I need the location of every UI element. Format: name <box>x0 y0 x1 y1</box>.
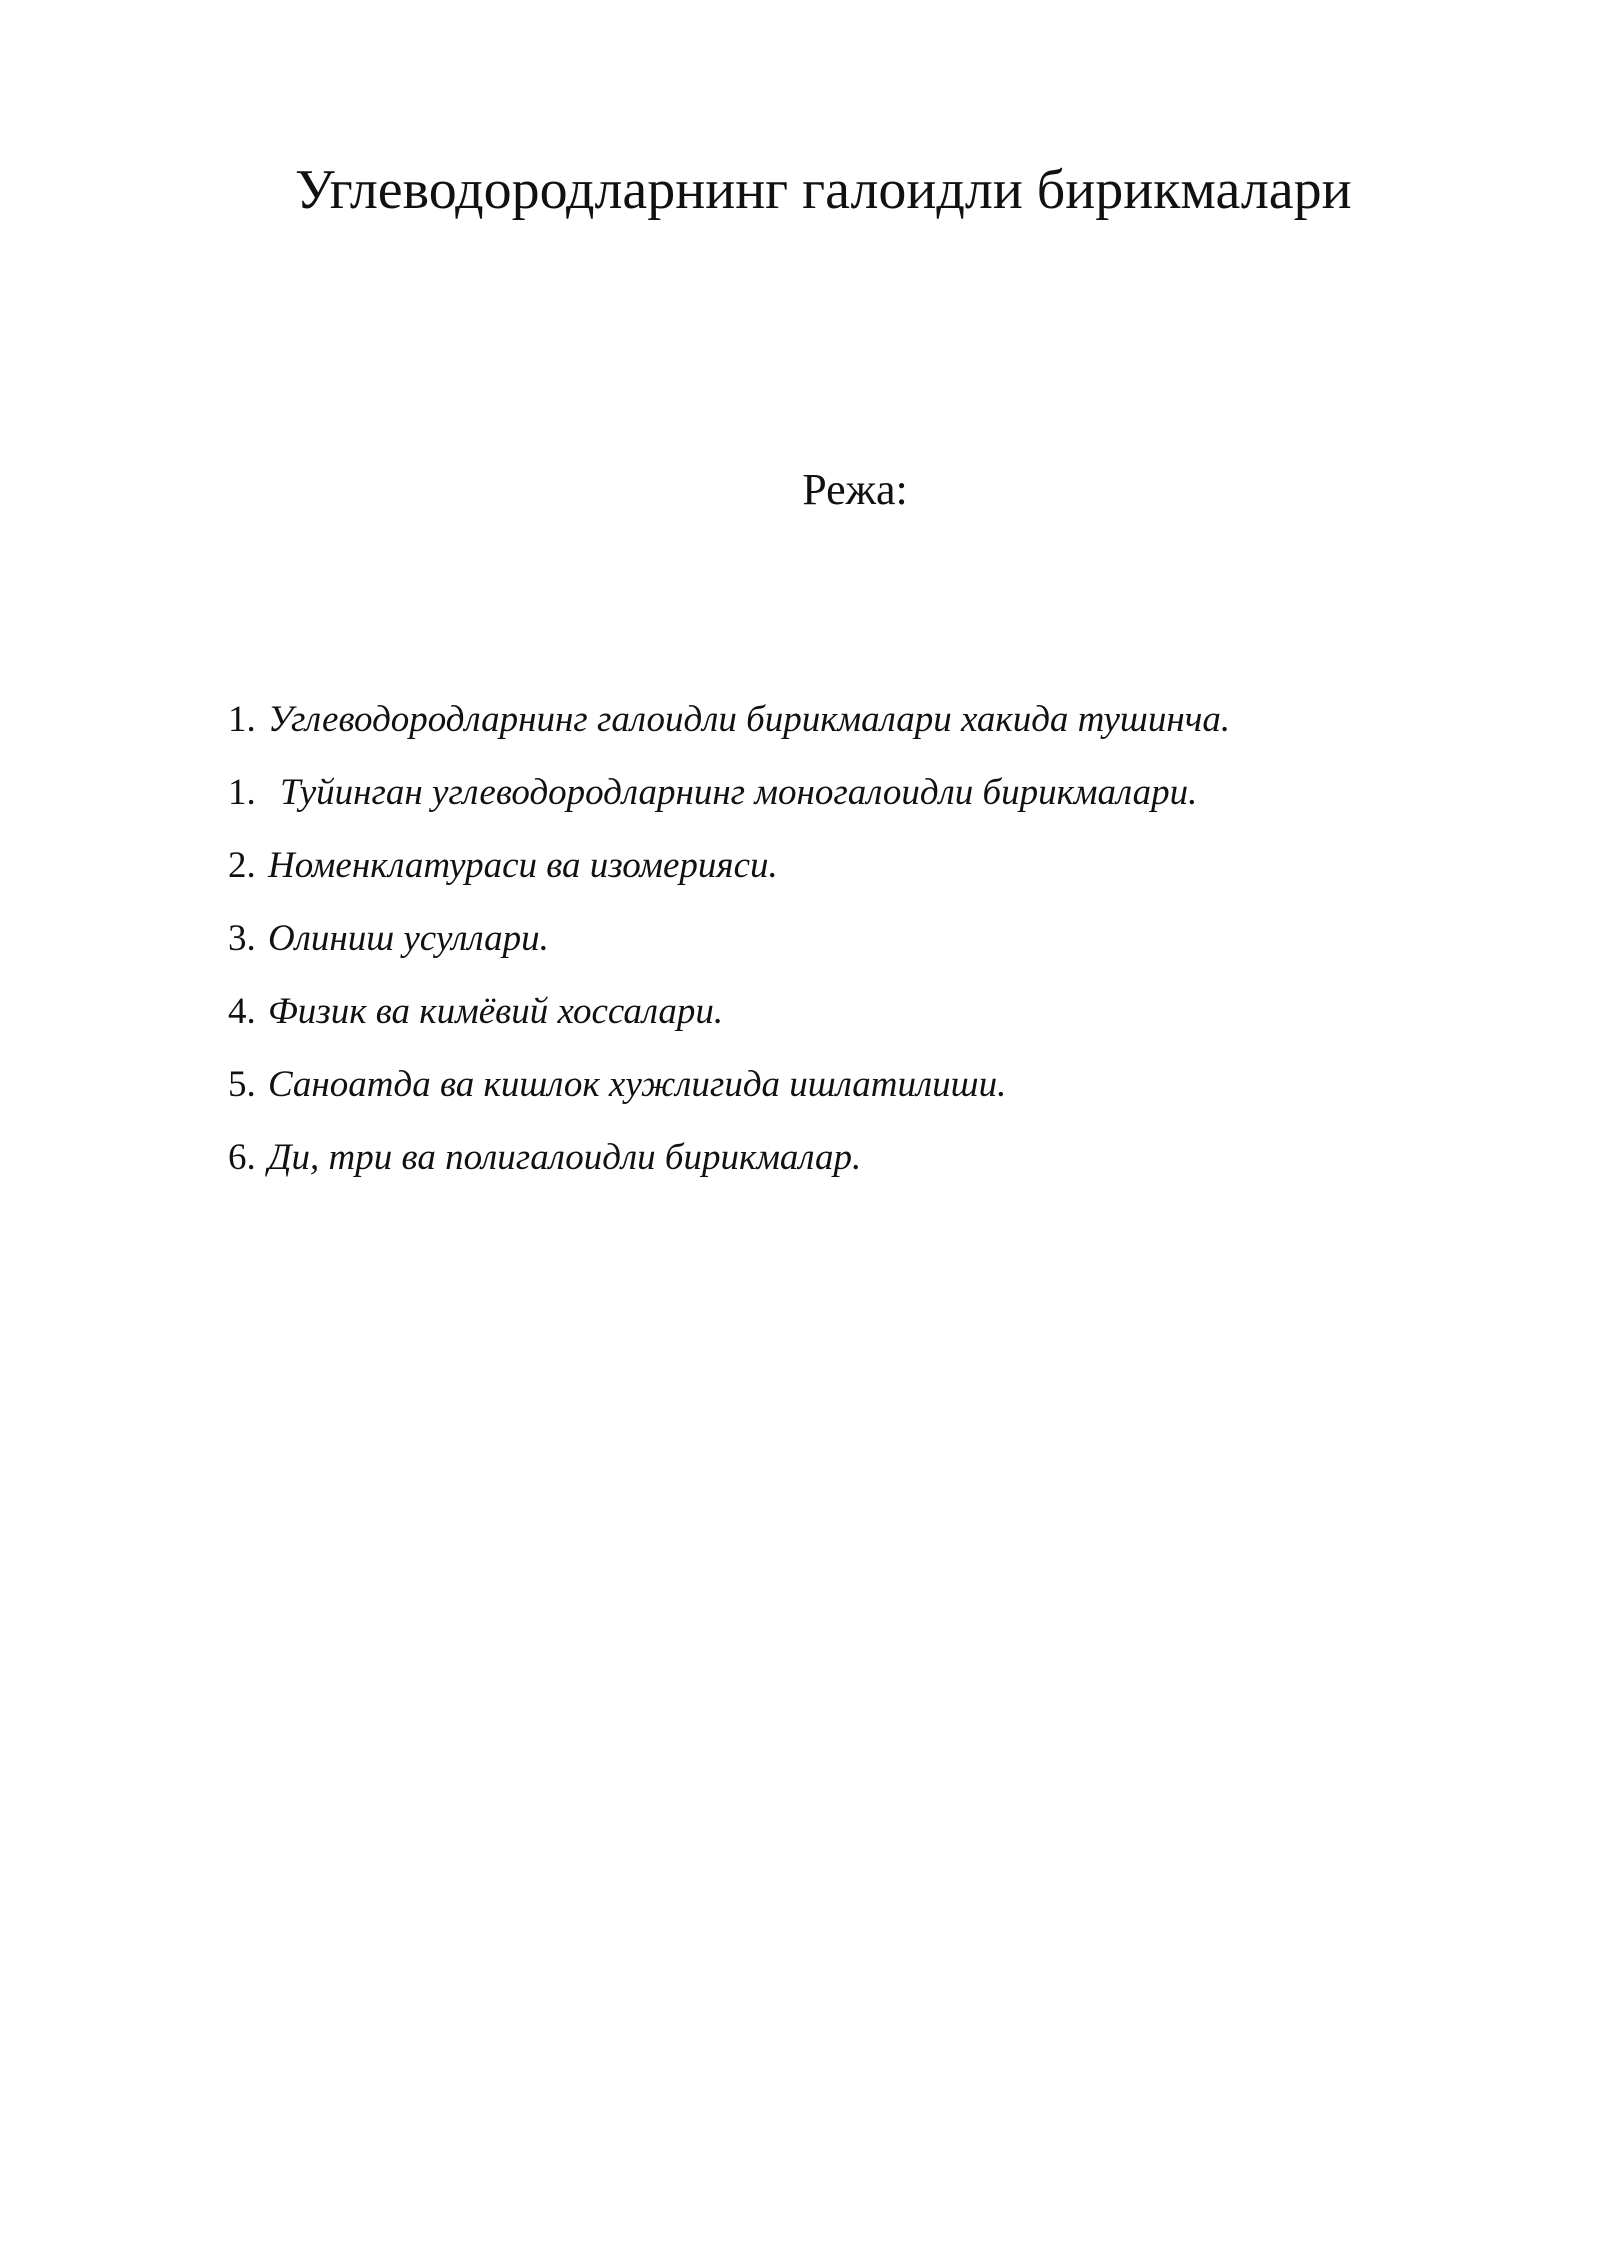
plan-list <box>228 690 1478 1201</box>
plan-item <box>228 982 1478 1055</box>
plan-heading: Режа: <box>802 465 908 514</box>
plan-item-text: Углеводородларнинг галоидли бирикмалари хакида тушинча. <box>268 699 1231 740</box>
document-title: Углеводородларнинг галоидли бирикмалари <box>295 159 1352 221</box>
plan-item <box>228 909 1478 982</box>
plan-item-number: 4. <box>228 991 256 1032</box>
plan-item-number: 6. <box>228 1137 256 1178</box>
plan-item-text: Ди, три ва полигалоидли бирикмалар. <box>268 1137 862 1178</box>
plan-item-text: Физик ва кимёвий хоссалари. <box>268 991 724 1032</box>
plan-item-text: Олиниш усуллари. <box>268 918 549 959</box>
plan-item <box>228 763 1478 836</box>
plan-item-text: Номенклатураси ва изомерияси. <box>268 845 778 886</box>
plan-item-text: Туйинган углеводородларнинг моногалоидли бирикмалари. <box>280 772 1198 813</box>
plan-item <box>228 836 1478 909</box>
plan-item <box>228 690 1478 763</box>
plan-item-number: 5. <box>228 1064 256 1105</box>
plan-item-number: 3. <box>228 918 256 959</box>
plan-item <box>228 1128 1478 1201</box>
plan-item-number: 2. <box>228 845 256 886</box>
plan-item-number: 1. <box>228 772 256 813</box>
plan-item-number: 1. <box>228 699 256 740</box>
plan-item <box>228 1055 1478 1128</box>
plan-item-text: Саноатда ва кишлок хужлигида ишлатилиши. <box>268 1064 1007 1105</box>
